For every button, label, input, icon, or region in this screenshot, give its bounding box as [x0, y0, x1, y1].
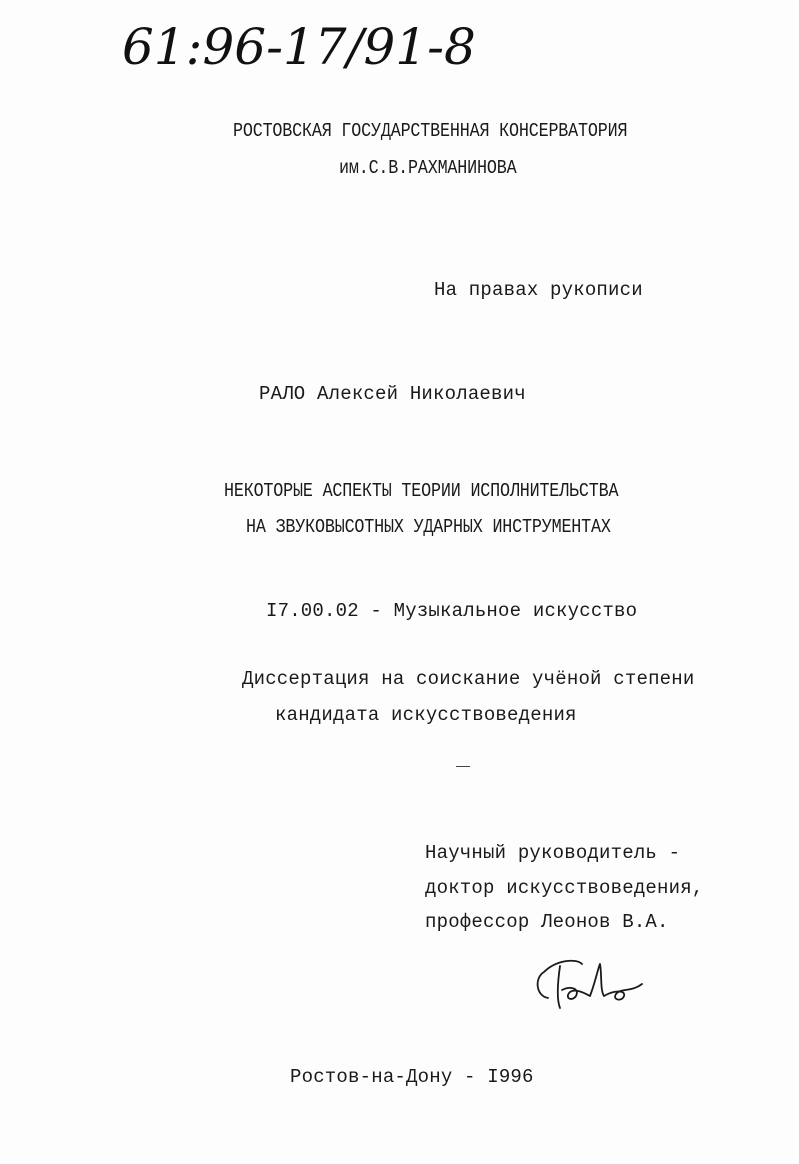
specialty-code: I7.00.02 - Музыкальное искусство	[266, 600, 638, 622]
dissertation-line-2: кандидата искусствоведения	[275, 704, 577, 726]
place-and-year: Ростов-на-Дону - I996	[290, 1066, 534, 1088]
thesis-title-line-1: НЕКОТОРЫЕ АСПЕКТЫ ТЕОРИИ ИСПОЛНИТЕЛЬСТВА	[224, 480, 619, 502]
handwritten-archive-code	[122, 12, 502, 82]
archive-code-text: 61:96-17/91-8	[122, 18, 476, 76]
institution-named-after: им.С.В.РАХМАНИНОВА	[339, 157, 517, 179]
dissertation-line-1: Диссертация на соискание учёной степени	[242, 668, 695, 690]
author-signature	[530, 950, 660, 1012]
author-name: РАЛО Алексей Николаевич	[259, 383, 526, 405]
thesis-title-line-2: НА ЗВУКОВЫСОТНЫХ УДАРНЫХ ИНСТРУМЕНТАХ	[246, 516, 611, 538]
supervisor-line-2: доктор искусствоведения,	[425, 877, 704, 899]
manuscript-note: На правах рукописи	[434, 279, 643, 301]
supervisor-line-1: Научный руководитель -	[425, 842, 681, 864]
scan-speck	[456, 766, 470, 767]
supervisor-line-3: профессор Леонов В.А.	[425, 911, 669, 933]
institution-name: РОСТОВСКАЯ ГОСУДАРСТВЕННАЯ КОНСЕРВАТОРИЯ	[233, 120, 628, 142]
